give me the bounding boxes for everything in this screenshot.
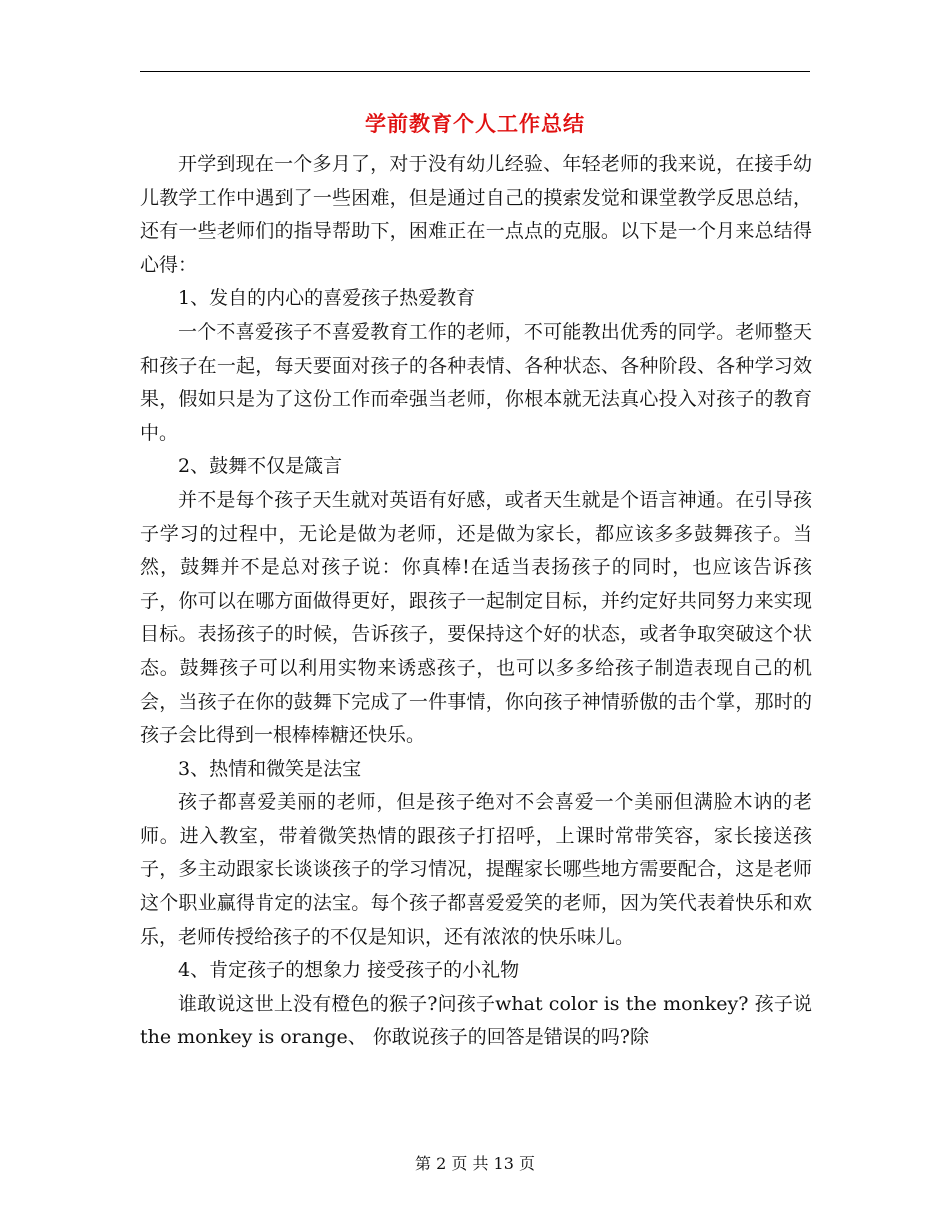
section-heading-4: 4、肯定孩子的想象力 接受孩子的小礼物 [178,959,520,982]
intro-paragraph: 开学到现在一个多月了，对于没有幼儿经验、年轻老师的我来说，在接手幼儿教学工作中遇到了一些困难，但是通过自己的摸索发觉和课堂教学反思总结，还有一些老师们的指导帮助下，困难正在一点点的克服。以下是一个月来总结得心得： [140,153,812,276]
section-paragraph-1: 一个不喜爱孩子不喜爱教育工作的老师，不可能教出优秀的同学。老师整天和孩子在一起，每天要面对孩子的各种表情、各种状态、各种阶段、各种学习效果，假如只是为了这份工作而牵强当老师，你根本就无法真心投入对孩子的教育中。 [140,320,812,444]
page-footer: 第 2 页 共 13 页 [415,1154,535,1173]
section-paragraph-2: 并不是每个孩子天生就对英语有好感，或者天生就是个语言神通。在引导孩子学习的过程中，无论是做为老师，还是做为家长，都应该多多鼓舞孩子。当然，鼓舞并不是总对孩子说：你真棒!在适当表扬孩子的同时，也应该告诉孩子，你可以在哪方面做得更好，跟孩子一起制定目标，并约定好共同努力来实现目标。表扬孩子的时候，告诉孩子，要保持这个好的状态，或者争取突破这个状态。鼓舞孩子可以利用实物来诱惑孩子，也可以多多给孩子制造表现自己的机会，当孩子在你的鼓舞下完成了一件事情，你向孩子神情骄傲的击个掌，那时的孩子会比得到一根棒棒糖还快乐。 [140,488,812,747]
document-title: 学前教育个人工作总结 [365,111,585,136]
section-paragraph-4: 谁敢说这世上没有橙色的猴子?问孩子what color is the monkey? 孩子说the monkey is orange、 你敢说孩子的回答是错误的吗?除 [140,992,812,1049]
section-heading-2: 2、鼓舞不仅是箴言 [178,455,343,478]
section-heading-3: 3、热情和微笑是法宝 [178,757,362,780]
header-rule [140,71,810,72]
document-body [140,148,812,1055]
section-paragraph-3: 孩子都喜爱美丽的老师，但是孩子绝对不会喜爱一个美丽但满脸木讷的老师。进入教室，带着微笑热情的跟孩子打招呼，上课时常带笑容，家长接送孩子，多主动跟家长谈谈孩子的学习情况，提醒家长哪些地方需要配合，这是老师这个职业赢得肯定的法宝。每个孩子都喜爱爱笑的老师，因为笑代表着快乐和欢乐，老师传授给孩子的不仅是知识，还有浓浓的快乐味儿。 [140,791,812,948]
section-heading-1: 1、发自的内心的喜爱孩子热爱教育 [178,287,476,310]
